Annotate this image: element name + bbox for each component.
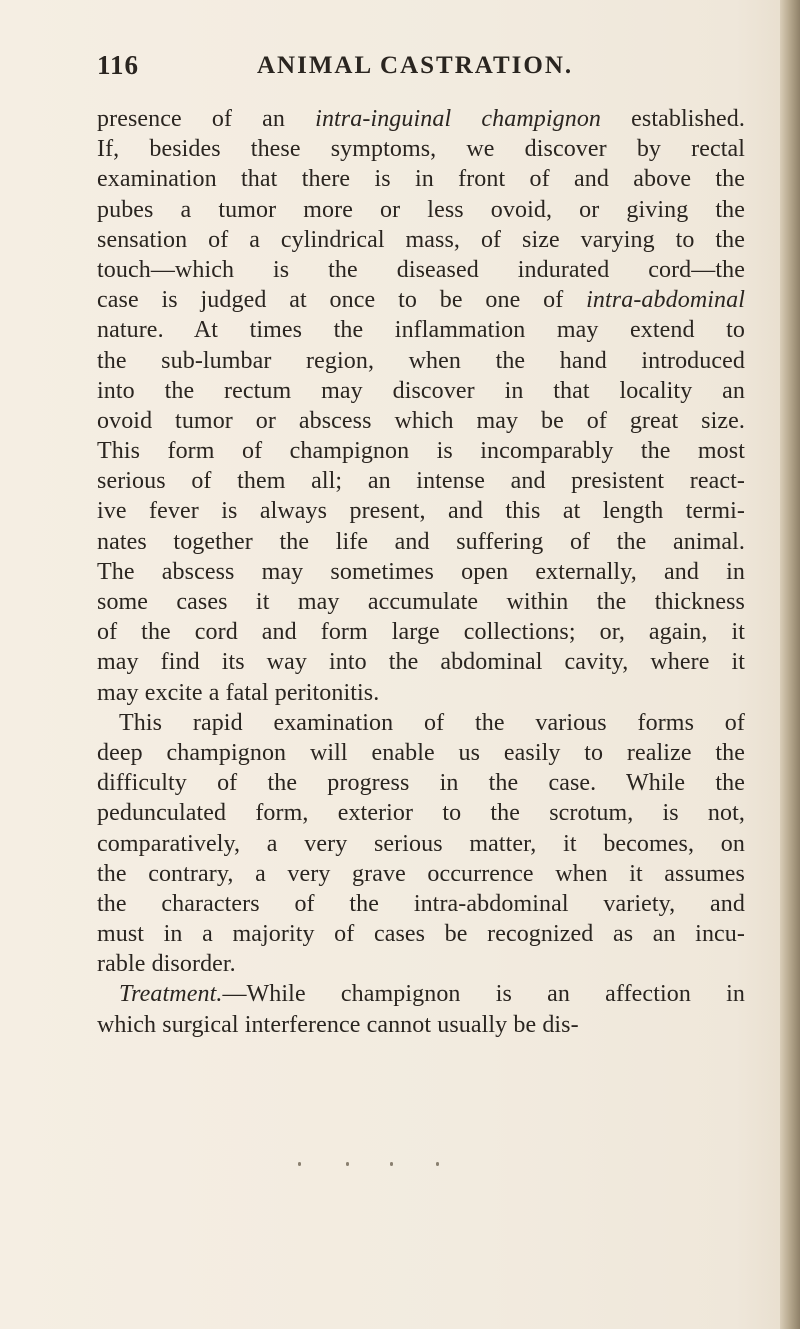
text-line [97, 134, 745, 164]
page-edge [780, 0, 800, 1329]
text-line [97, 225, 745, 255]
text-line [97, 708, 745, 738]
text-segment: must in a majority of cases be recognized as an incu- [97, 921, 745, 948]
text-line [97, 315, 745, 345]
text-segment: of the cord and form large collections; or, again, it [97, 619, 745, 646]
text-segment: deep champignon will enable us easily to realize the [97, 739, 745, 766]
text-line [97, 829, 745, 859]
text-segment: the characters of the intra-abdominal variety, and [97, 890, 745, 917]
text-segment: This form of champignon is incomparably the most [97, 438, 745, 465]
text-segment: ive fever is always present, and this at length termi- [97, 498, 745, 525]
text-segment: examination that there is in front of and above the [97, 166, 745, 193]
running-head: ANIMAL CASTRATION. [257, 52, 574, 79]
text-segment: nature. At times the inflammation may extend to [97, 317, 745, 344]
text-segment: pedunculated form, exterior to the scrotum, is not, [97, 800, 745, 827]
text-segment: ovoid tumor or abscess which may be of great size. [97, 407, 745, 434]
italic-text: intra-abdominal [586, 287, 745, 314]
text-line [97, 527, 745, 557]
text-segment: The abscess may sometimes open externally, and in [97, 558, 745, 585]
page-number: 116 [97, 50, 140, 80]
text-line [97, 255, 745, 285]
text-line [97, 919, 745, 949]
text-segment: If, besides these symptoms, we discover by rectal [97, 136, 745, 163]
text-line [97, 979, 745, 1009]
text-segment: established. [601, 106, 745, 132]
italic-text: intra-inguinal champignon [315, 106, 602, 132]
text-segment: the contrary, a very grave occurrence when it assumes [97, 860, 745, 887]
text-line [97, 1010, 745, 1040]
text-segment: rable disorder. [97, 951, 236, 978]
text-line [97, 436, 745, 466]
text-segment: comparatively, a very serious matter, it becomes, on [97, 830, 745, 857]
text-line [97, 104, 745, 134]
text-line [97, 376, 745, 406]
text-segment: —While champignon is an affection in [222, 981, 745, 1008]
text-segment: touch—which is the diseased indurated cord—the [97, 256, 745, 283]
page-header [97, 50, 745, 90]
text-line [97, 557, 745, 587]
text-line [97, 859, 745, 889]
text-line [97, 889, 745, 919]
text-line [97, 738, 745, 768]
text-line [97, 798, 745, 828]
text-segment: This rapid examination of the various forms of [119, 709, 745, 736]
text-line [97, 346, 745, 376]
text-line [97, 466, 745, 496]
text-segment: may excite a fatal peritonitis. [97, 679, 380, 706]
text-segment: presence of an [97, 106, 316, 132]
text-segment: which surgical interference cannot usually be dis- [97, 1011, 579, 1038]
text-line [97, 587, 745, 617]
text-line [97, 406, 745, 436]
text-line [97, 285, 745, 315]
text-segment: sensation of a cylindrical mass, of size varying to the [97, 226, 745, 253]
text-line [97, 768, 745, 798]
text-line [97, 949, 745, 979]
text-segment: into the rectum may discover in that locality an [97, 377, 745, 404]
text-segment: the sub-lumbar region, when the hand introduced [97, 347, 745, 374]
text-segment: may find its way into the abdominal cavity, where it [97, 649, 745, 676]
text-line [97, 647, 745, 677]
ink-specks [298, 1162, 468, 1170]
text-segment: nates together the life and suffering of the animal. [97, 528, 745, 555]
text-line [97, 164, 745, 194]
italic-text: Treatment. [119, 981, 223, 1008]
text-line [97, 678, 745, 708]
text-line [97, 195, 745, 225]
text-segment: serious of them all; an intense and presistent react- [97, 468, 745, 495]
text-segment: some cases it may accumulate within the thickness [97, 589, 745, 615]
body-text [97, 104, 745, 1040]
text-line [97, 496, 745, 526]
text-segment: difficulty of the progress in the case. While the [97, 770, 745, 797]
text-segment: pubes a tumor more or less ovoid, or giving the [97, 196, 745, 223]
text-segment: case is judged at once to be one of [97, 287, 587, 314]
text-line [97, 617, 745, 647]
